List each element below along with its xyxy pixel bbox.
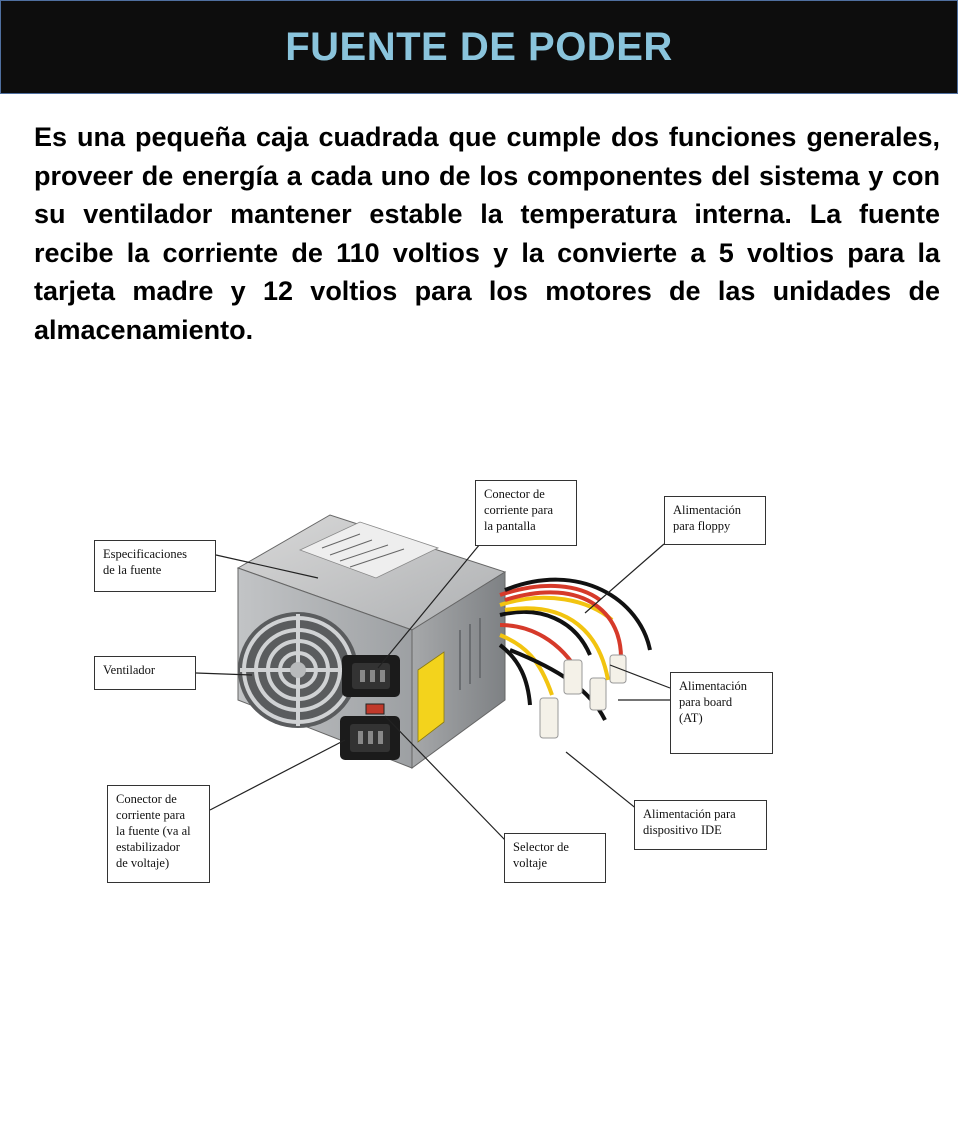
- fan-grille: [238, 612, 358, 728]
- callout-ide: Alimentación para dispositivo IDE: [634, 800, 767, 850]
- callout-conector-fuente: Conector de corriente para la fuente (va al estabilizador de voltaje): [107, 785, 210, 883]
- power-supply-diagram: [0, 460, 960, 900]
- description-paragraph: Es una pequeña caja cuadrada que cumple dos funciones generales, proveer de energía a cada uno de los componentes del sistema y con su ventilador mantener estable la temperatura interna. La fuente recibe la corriente de 110 voltios y la convierte a 5 voltios para la tarjeta madre y 12 voltios para los motores de las unidades de almacenamiento.: [34, 122, 940, 345]
- callout-especificaciones: Especificaciones de la fuente: [94, 540, 216, 592]
- molex-connectors: [540, 655, 626, 738]
- page-title: FUENTE DE PODER: [285, 24, 673, 69]
- title-bar: [0, 0, 958, 94]
- callout-conector-pantalla: Conector de corriente para la pantalla: [475, 480, 577, 546]
- callout-ventilador: Ventilador: [94, 656, 196, 690]
- monitor-power-socket: [342, 655, 400, 697]
- cable-bundle: [500, 580, 650, 720]
- callout-floppy: Alimentación para floppy: [664, 496, 766, 545]
- callout-selector: Selector de voltaje: [504, 833, 606, 883]
- callout-board: Alimentación para board (AT): [670, 672, 773, 754]
- voltage-selector-switch: [366, 704, 384, 714]
